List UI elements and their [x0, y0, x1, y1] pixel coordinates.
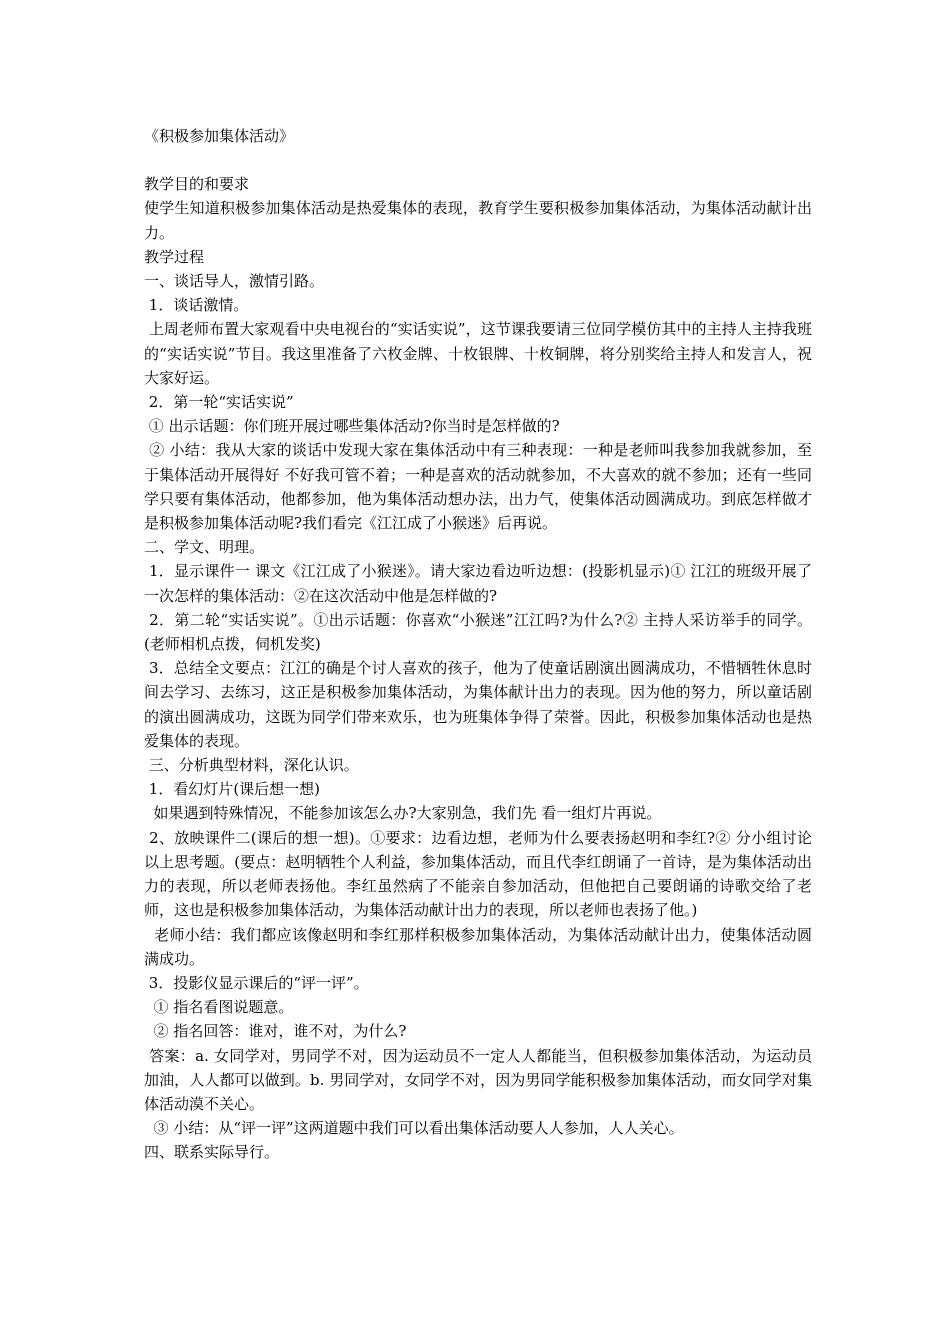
- paragraph-1-1: 上周老师布置大家观看中央电视台的“实话实说”，这节课我要请三位同学模仿其中的主持人主持我班的“实话实说”节目。我这里准备了六枚金牌、十枚银牌、十枚铜牌，将分别奖给主持人和发言人，祝大家好运。: [144, 320, 812, 387]
- item-3-3-c: ③ 小结：从“评一评”这两道题中我们可以看出集体活动要人人参加，人人关心。: [144, 1119, 684, 1138]
- item-3-3-a: ① 指名看图说题意。: [144, 998, 294, 1017]
- paragraph-2-2: 2．第二轮“实话实说”。①出示话题：你喜欢“小猴迷”江江吗?为什么?② 主持人采访举手的同学。(老师相机点拨，伺机发奖): [144, 610, 812, 654]
- item-3-3: 3．投影仪显示课后的“评一评”。: [144, 973, 369, 992]
- heading-part-2: 二、学文、明理。: [144, 538, 265, 557]
- item-1-2-a: ① 出示话题：你们班开展过哪些集体活动?你当时是怎样做的?: [144, 417, 560, 436]
- item-3-1: 1．看幻灯片(课后想一想): [144, 780, 321, 799]
- paragraph-3-1: 如果遇到特殊情况，不能参加该怎么办?大家别急，我们先 看一组灯片再说。: [144, 804, 662, 823]
- paragraph-3-answer: 答案：a. 女同学对，男同学不对，因为运动员不一定人人都能当，但积极参加集体活动，为运动员加油，人人都可以做到。b. 男同学对，女同学不对，因为男同学能积极参加集体活动，而女同学对集体活动漠不关心。: [144, 1046, 813, 1113]
- paragraph-2-1: 1．显示课件一 课文《江江成了小猴迷》。请大家边看边听边想：(投影机显示)① 江江的班级开展了一次怎样的集体活动：②在这次活动中他是怎样做的?: [144, 562, 812, 605]
- section-heading-goals: 教学目的和要求: [144, 175, 250, 194]
- heading-part-4: 四、联系实际导行。: [144, 1143, 280, 1162]
- heading-part-1: 一、谈话导人，激情引路。: [144, 272, 325, 291]
- item-3-3-b: ② 指名回答：谁对，谁不对，为什么?: [144, 1022, 407, 1041]
- item-1-2: 2．第一轮“实话实说”: [144, 393, 294, 412]
- document-title: 《积极参加集体活动》: [144, 127, 295, 145]
- paragraph-goals: 使学生知道积极参加集体活动是热爱集体的表现，教育学生要积极参加集体活动，为集体活动献计出力。: [144, 199, 812, 242]
- document-page: [144, 124, 812, 1165]
- heading-part-3: 三、分析典型材料，深化认识。: [144, 756, 359, 775]
- paragraph-3-summary: 老师小结：我们都应该像赵明和李红那样积极参加集体活动，为集体活动献计出力，使集体活动圆满成功。: [144, 925, 812, 968]
- paragraph-1-2-b: ② 小结：我从大家的谈话中发现大家在集体活动中有三种表现：一种是老师叫我参加我就参加，至于集体活动开展得好 不好我可管不着；一种是喜欢的活动就参加，不大喜欢的就不参加；还有一些同学只要有集体活动，他都参加，他为集体活动想办法，出力气，使集体活动圆满成功。到底怎样做才是积极参加集体活动呢?我们看完《江江成了小猴迷》后再说。: [144, 441, 812, 533]
- paragraph-2-3: 3．总结全文要点：江江的确是个讨人喜欢的孩子，他为了使童话剧演出圆满成功，不惜牺牲休息时间去学习、去练习，这正是积极参加集体活动，为集体献计出力的表现。因为他的努力，所以童话剧的演出圆满成功，这既为同学们带来欢乐，也为班集体争得了荣誉。因此，积极参加集体活动也是热爱集体的表现。: [144, 659, 812, 750]
- section-heading-process: 教学过程: [144, 247, 205, 266]
- paragraph-3-2: 2、放映课件二(课后的想一想)。①要求：边看边想，老师为什么要表扬赵明和李红?② 分小组讨论以上思考题。(要点：赵明牺牲个人利益，参加集体活动，而且代李红朗诵了一首诗，是为集体活动出力的表现，所以老师表扬他。李红虽然病了不能亲自参加活动，但他把自己要朗诵的诗歌交给了老师，这也是积极参加集体活动，为集体活动献计出力的表现，所以老师也表扬了他。): [144, 828, 812, 920]
- item-1-1: 1．谈话激情。: [144, 296, 249, 315]
